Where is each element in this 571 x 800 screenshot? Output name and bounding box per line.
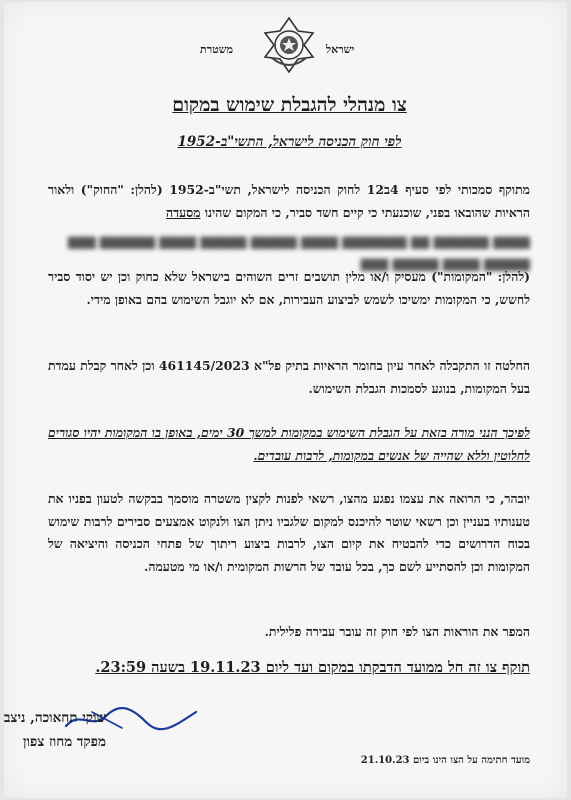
effective-period: תוקף צו זה חל ממועד הדבקתו במקום ועד ליום 19.11.23 בשעה 23:59. xyxy=(95,659,530,676)
paragraph-authority xyxy=(48,179,530,224)
paragraph-order: לפיכך הנני מורה בזאת על הגבלת השימוש במקומות למשך 30 ימים, באופן בו המקומות יהיו סגורים לחלוטין וללא שהייה של אנשים במקומות, לרבות עובדים. xyxy=(48,425,530,463)
org-name-israel: ישראל xyxy=(326,43,355,56)
document-subtitle: לפי חוק הכניסה לישראל, התשי"ב-1952 xyxy=(177,134,402,150)
org-name-police: משטרת xyxy=(200,43,234,56)
paragraph-violation: המפר את הוראות הצו לפי חוק זה עובר עבירה פלילית. xyxy=(264,624,530,639)
signing-date-label: מועד חתימה על הצו הינו ביום xyxy=(413,755,530,766)
document-title: צו מנהלי להגבלת שימוש במקום xyxy=(172,94,407,116)
signing-date-line xyxy=(260,755,530,766)
paragraph-evidence: החלטה זו התקבלה לאחר עיון בחומר הראיות בתיק פל"א 461145/2023 וכן לאחר קבלת עמדת בעל המקומות, בנוגע לסמכות הגבלת השימוש. xyxy=(48,358,530,396)
document-page xyxy=(4,2,567,798)
signer-name: שוקי תחאוכה, ניצב xyxy=(3,710,106,726)
signer-role: מפקד מחוז צפון xyxy=(23,734,106,750)
paragraph-suspicion: (להלן: "המקומות") מעסיק ו/או מלין תושבים זרים השוהים בישראל שלא כחוק וכן יש יסוד סביר לחשש, כי המקומות ימשיכו לשמש לביצוע העבירות, אם לא יוגבל השימוש בהם באופן מידי. xyxy=(48,269,530,307)
establishment-type: מסעדה xyxy=(166,204,201,220)
paragraph-authority-text: מתוקף סמכותי לפי סעיף 4ב12 לחוק הכניסה לישראל, תשי"ב-1952 (להלן: "החוק") ולאור הראיות שהובאו בפני, שוכנעתי כי קיים חשד סביר, כי המקום שהינו xyxy=(48,182,530,220)
israel-police-emblem-icon xyxy=(258,14,320,76)
paragraph-rights: יובהר, כי הרואה את עצמו נפגע מהצו, רשאי לפנות לקצין משטרה מוסמך בבקשה לטעון בפניו את טענותיו בעניין וכן רשאי שוטר להיכנס למקום שלגביו ניתן הצו ולנקוט אמצעים סבירים לרבות שימוש בכוח הדרושים כדי להבטיח את קיום הצו, לרבות ביצוע ריתוך של פתחי הכניסה והיציאה של המקומות וכן להסתייע לשם כך, בכל עובד של הרשות המקומית ו/או מי מטעמה. xyxy=(48,491,530,574)
redacted-address-block: ▇▇▇▇ ▇▇▇▇▇▇ ▇▇ ▇▇▇▇▇▇▇ ▇▇▇▇ ▇▇▇▇▇ ▇▇▇▇▇ ▇▇▇▇ ▇▇▇▇▇▇ ▇▇▇ ▇▇▇▇▇ ▇▇▇▇ ▇▇▇▇▇ ▇▇▇ xyxy=(67,235,530,271)
signing-date: 21.10.23 xyxy=(360,755,410,766)
